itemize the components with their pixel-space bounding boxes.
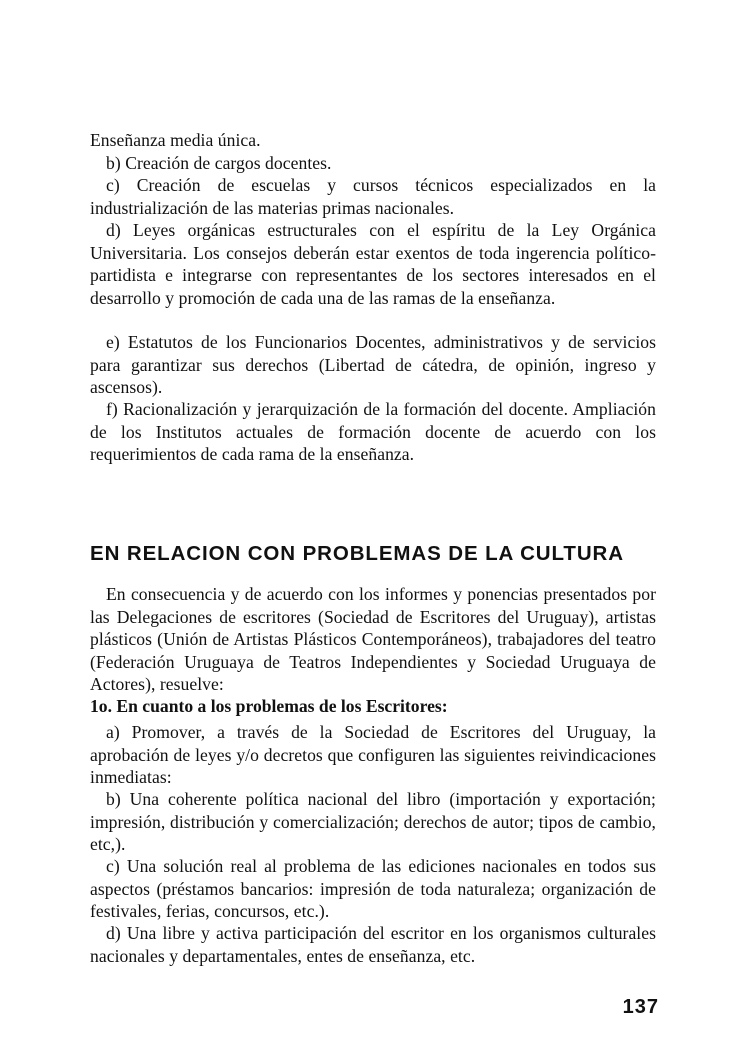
heading-part-2: LA CULTURA (485, 542, 624, 565)
paragraph-ensenanza-media: Enseñanza media única. (90, 130, 261, 150)
paragraph-item-c-escuelas: c) Creación de escuelas y cursos técnicos especializados en la industrialización de las materias primas nacionales. (90, 175, 656, 218)
section-heading-cultura (90, 542, 656, 566)
paragraph-writers-d: d) Una libre y activa participación del escritor en los organismos culturales nacionales y departamentales, entes de enseñanza, etc. (90, 923, 656, 966)
paragraph-item-f-racionalizacion: f) Racionalización y jerarquización de la formación del docente. Ampliación de los Institutos actuales de formación docente de acuerdo con los requerimientos de cada rama de la enseñanza. (90, 399, 656, 465)
paragraph-writers-a: a) Promover, a través de la Sociedad de Escritores del Uruguay, la aprobación de leyes y/o decretos que configuren las siguientes reivindicaciones inmediatas: (90, 722, 656, 788)
page-number: 137 (622, 996, 659, 1018)
paragraph-item-b-cargos: b) Creación de cargos docentes. (106, 153, 332, 173)
subheading-escritores: 1o. En cuanto a los problemas de los Escritores: (90, 696, 448, 716)
paragraph-item-d-leyes: d) Leyes orgánicas estructurales con el espíritu de la Ley Orgánica Universitaria. Los consejos deberán estar exentos de toda ingerencia político-partidista e integrarse con representantes de los sectores interesados en el desarrollo y promoción de cada una de las ramas de la enseñanza. (90, 220, 656, 308)
paragraph-writers-b: b) Una coherente política nacional del libro (importación y exportación; impresión, distribución y comercialización; derechos de autor; tipos de cambio, etc,). (90, 789, 656, 855)
paragraph-intro-resuelve: En consecuencia y de acuerdo con los informes y ponencias presentados por las Delegaciones de escritores (Sociedad de Escritores del Uruguay), artistas plásticos (Unión de Artistas Plásticos Contemporáneos), trabajadores del teatro (Federación Uruguaya de Teatros Independientes y Sociedad Uruguaya de Actores), resuelve: (90, 584, 656, 695)
paragraph-item-e-estatutos: e) Estatutos de los Funcionarios Docentes, administrativos y de servicios para garantizar sus derechos (Libertad de cátedra, de opinión, ingreso y ascensos). (90, 332, 656, 398)
heading-part-1: EN RELACION CON PROBLEMAS DE (90, 542, 486, 565)
paragraph-writers-c: c) Una solución real al problema de las ediciones nacionales en todos sus aspectos (préstamos bancarios: impresión de toda naturaleza; organización de festivales, ferias, concursos, etc.). (90, 856, 656, 922)
